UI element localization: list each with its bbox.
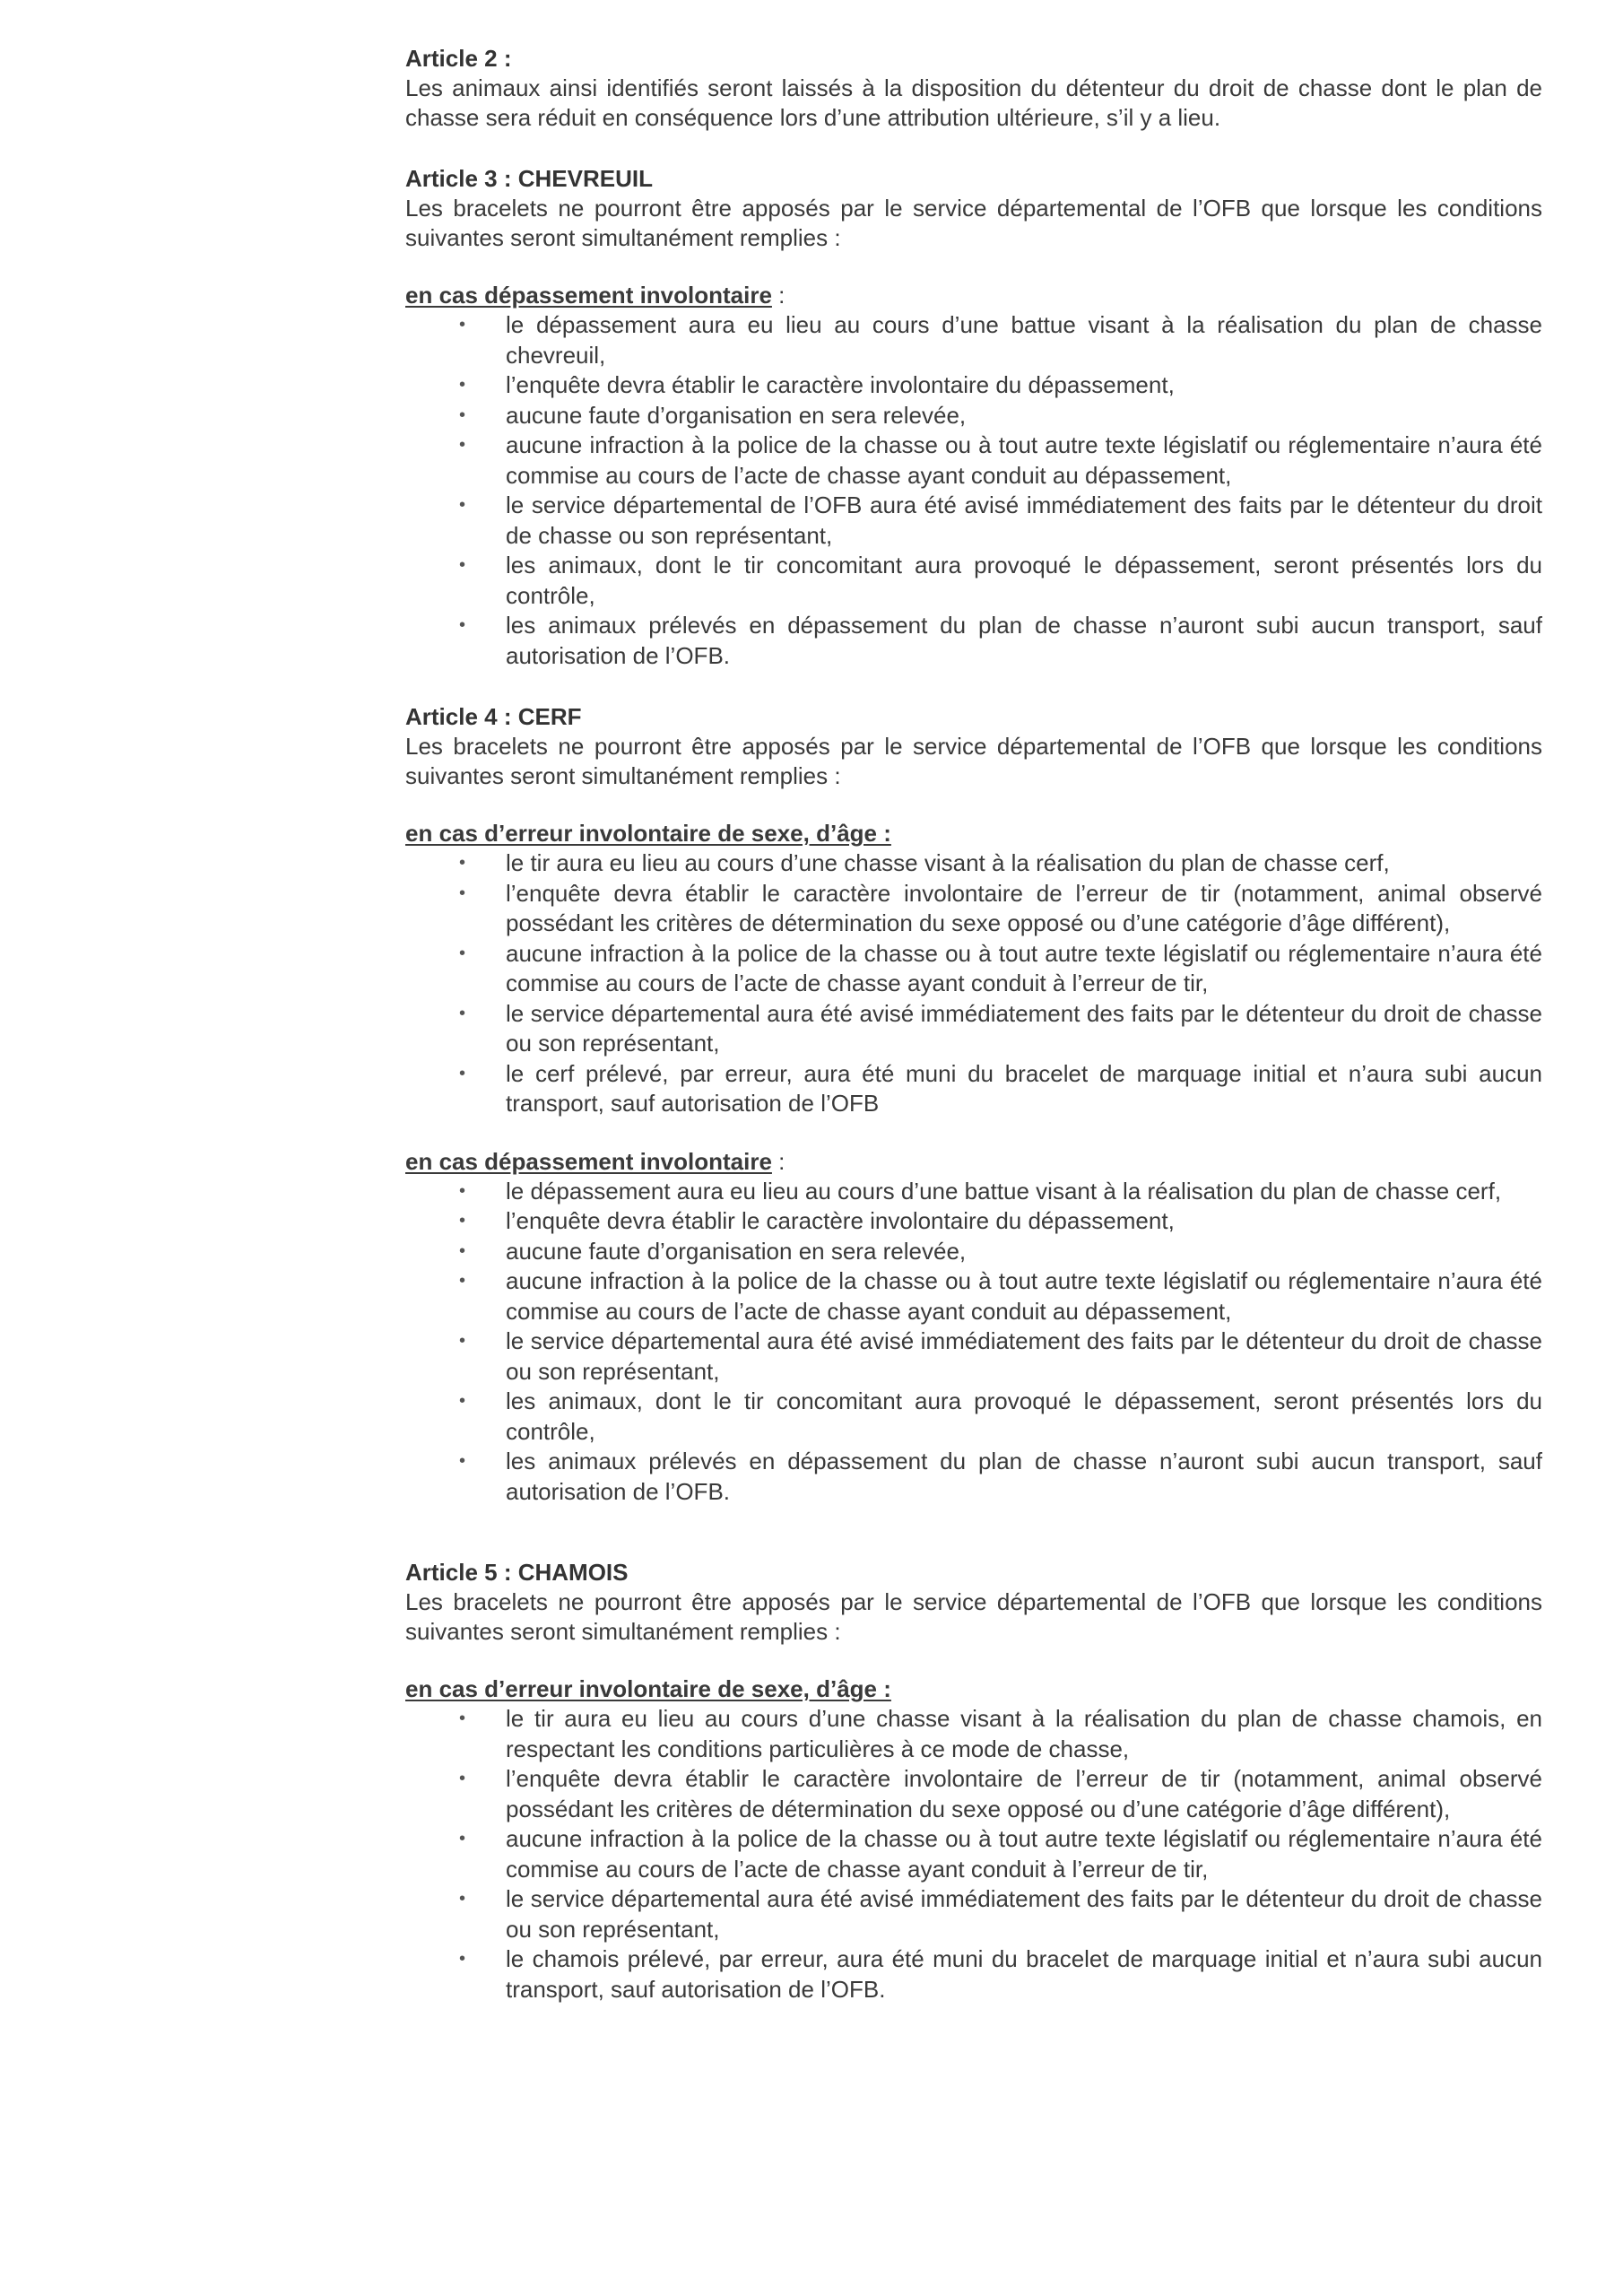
article-4-subhead-overrun: en cas dépassement involontaire :: [405, 1147, 785, 1175]
article-4-list-error: [405, 848, 1542, 1119]
list-item: • l’enquête devra établir le caractère involontaire du dépassement,: [459, 1207, 1175, 1234]
list-item: • aucune faute d’organisation en sera relevée,: [459, 1237, 967, 1265]
list-item: • les animaux, dont le tir concomitant aura provoqué le dépassement, seront présentés lors du contrôle,: [459, 1387, 1542, 1445]
list-item: • l’enquête devra établir le caractère involontaire de l’erreur de tir (notamment, animal observé possédant les critères de détermination du sexe opposé ou d’une catégorie d’âge différent),: [459, 1765, 1542, 1822]
article-4-title: Article 4 : CERF: [405, 703, 582, 730]
list-item: • aucune infraction à la police de la chasse ou à tout autre texte législatif ou réglementaire n’aura été commise au cours de l’acte de chasse ayant conduit à l’erreur de tir,: [459, 939, 1542, 996]
list-item: • aucune infraction à la police de la chasse ou à tout autre texte législatif ou réglementaire n’aura été commise au cours de l’acte de chasse ayant conduit à l’erreur de tir,: [459, 1825, 1542, 1883]
list-item: • le tir aura eu lieu au cours d’une chasse visant à la réalisation du plan de chasse chamois, en respectant les conditions particulières à ce mode de chasse,: [459, 1705, 1542, 1762]
article-5-title: Article 5 : CHAMOIS: [405, 1559, 629, 1586]
list-item: • le cerf prélevé, par erreur, aura été muni du bracelet de marquage initial et n’aura subi aucun transport, sauf autorisation de l’OFB: [459, 1059, 1542, 1117]
list-item: • le tir aura eu lieu au cours d’une chasse visant à la réalisation du plan de chasse cerf,: [459, 849, 1390, 876]
list-item: • aucune infraction à la police de la chasse ou à tout autre texte législatif ou réglementaire n’aura été commise au cours de l’acte de chasse ayant conduit au dépassement,: [459, 1267, 1542, 1325]
list-item: • le service départemental aura été avisé immédiatement des faits par le détenteur du droit de chasse ou son représentant,: [459, 1885, 1542, 1943]
list-item: • le dépassement aura eu lieu au cours d’une battue visant à la réalisation du plan de chasse chevreuil,: [459, 311, 1542, 369]
list-item: • le service départemental de l’OFB aura été avisé immédiatement des faits par le détenteur du droit de chasse ou son représentant,: [459, 491, 1542, 549]
list-item: • le dépassement aura eu lieu au cours d’une battue visant à la réalisation du plan de chasse cerf,: [459, 1177, 1502, 1205]
article-3-subhead: en cas dépassement involontaire :: [405, 282, 785, 309]
list-item: • le chamois prélevé, par erreur, aura été muni du bracelet de marquage initial et n’aura subi aucun transport, sauf autorisation de l’OFB.: [459, 1945, 1542, 2003]
list-item: • les animaux, dont le tir concomitant aura provoqué le dépassement, seront présentés lors du contrôle,: [459, 552, 1542, 609]
list-item: • l’enquête devra établir le caractère involontaire de l’erreur de tir (notamment, animal observé possédant les critères de détermination du sexe opposé ou d’une catégorie d’âge différent),: [459, 879, 1542, 936]
list-item: • le service départemental aura été avisé immédiatement des faits par le détenteur du droit de chasse ou son représentant,: [459, 1327, 1542, 1385]
article-5-intro: Les bracelets ne pourront être apposés par le service départemental de l’OFB que lorsque les conditions suivantes seront simultanément remplies :: [405, 1588, 1542, 1645]
article-3-list: [405, 310, 1542, 671]
list-item: • les animaux prélevés en dépassement du plan de chasse n’auront subi aucun transport, sauf autorisation de l’OFB.: [459, 1448, 1542, 1505]
list-item: • l’enquête devra établir le caractère involontaire du dépassement,: [459, 371, 1175, 398]
article-3-intro: Les bracelets ne pourront être apposés par le service départemental de l’OFB que lorsque les conditions suivantes seront simultanément remplies :: [405, 195, 1542, 251]
article-5-subhead: en cas d’erreur involontaire de sexe, d’âge :: [405, 1675, 891, 1702]
article-3: [405, 163, 1542, 671]
article-3-title: Article 3 : CHEVREUIL: [405, 165, 653, 192]
article-2-title: Article 2 :: [405, 45, 512, 72]
article-5: [405, 1557, 1542, 2005]
list-item: • aucune infraction à la police de la chasse ou à tout autre texte législatif ou réglementaire n’aura été commise au cours de l’acte de chasse ayant conduit au dépassement,: [459, 431, 1542, 489]
list-item: • le service départemental aura été avisé immédiatement des faits par le détenteur du droit de chasse ou son représentant,: [459, 999, 1542, 1057]
article-2: [405, 43, 1542, 133]
article-4-intro: Les bracelets ne pourront être apposés par le service départemental de l’OFB que lorsque les conditions suivantes seront simultanément remplies :: [405, 733, 1542, 789]
list-item: • aucune faute d’organisation en sera relevée,: [459, 401, 967, 429]
article-2-text: Les animaux ainsi identifiés seront laissés à la disposition du détenteur du droit de chasse dont le plan de chasse sera réduit en conséquence lors d’une attribution ultérieure, s’il y a lieu.: [405, 74, 1542, 131]
article-4-subhead-error: en cas d’erreur involontaire de sexe, d’âge :: [405, 820, 891, 847]
article-4: [405, 701, 1542, 1507]
article-5-list: [405, 1704, 1542, 2005]
list-item: • les animaux prélevés en dépassement du plan de chasse n’auront subi aucun transport, sauf autorisation de l’OFB.: [459, 612, 1542, 669]
article-4-list-overrun: [405, 1177, 1542, 1508]
